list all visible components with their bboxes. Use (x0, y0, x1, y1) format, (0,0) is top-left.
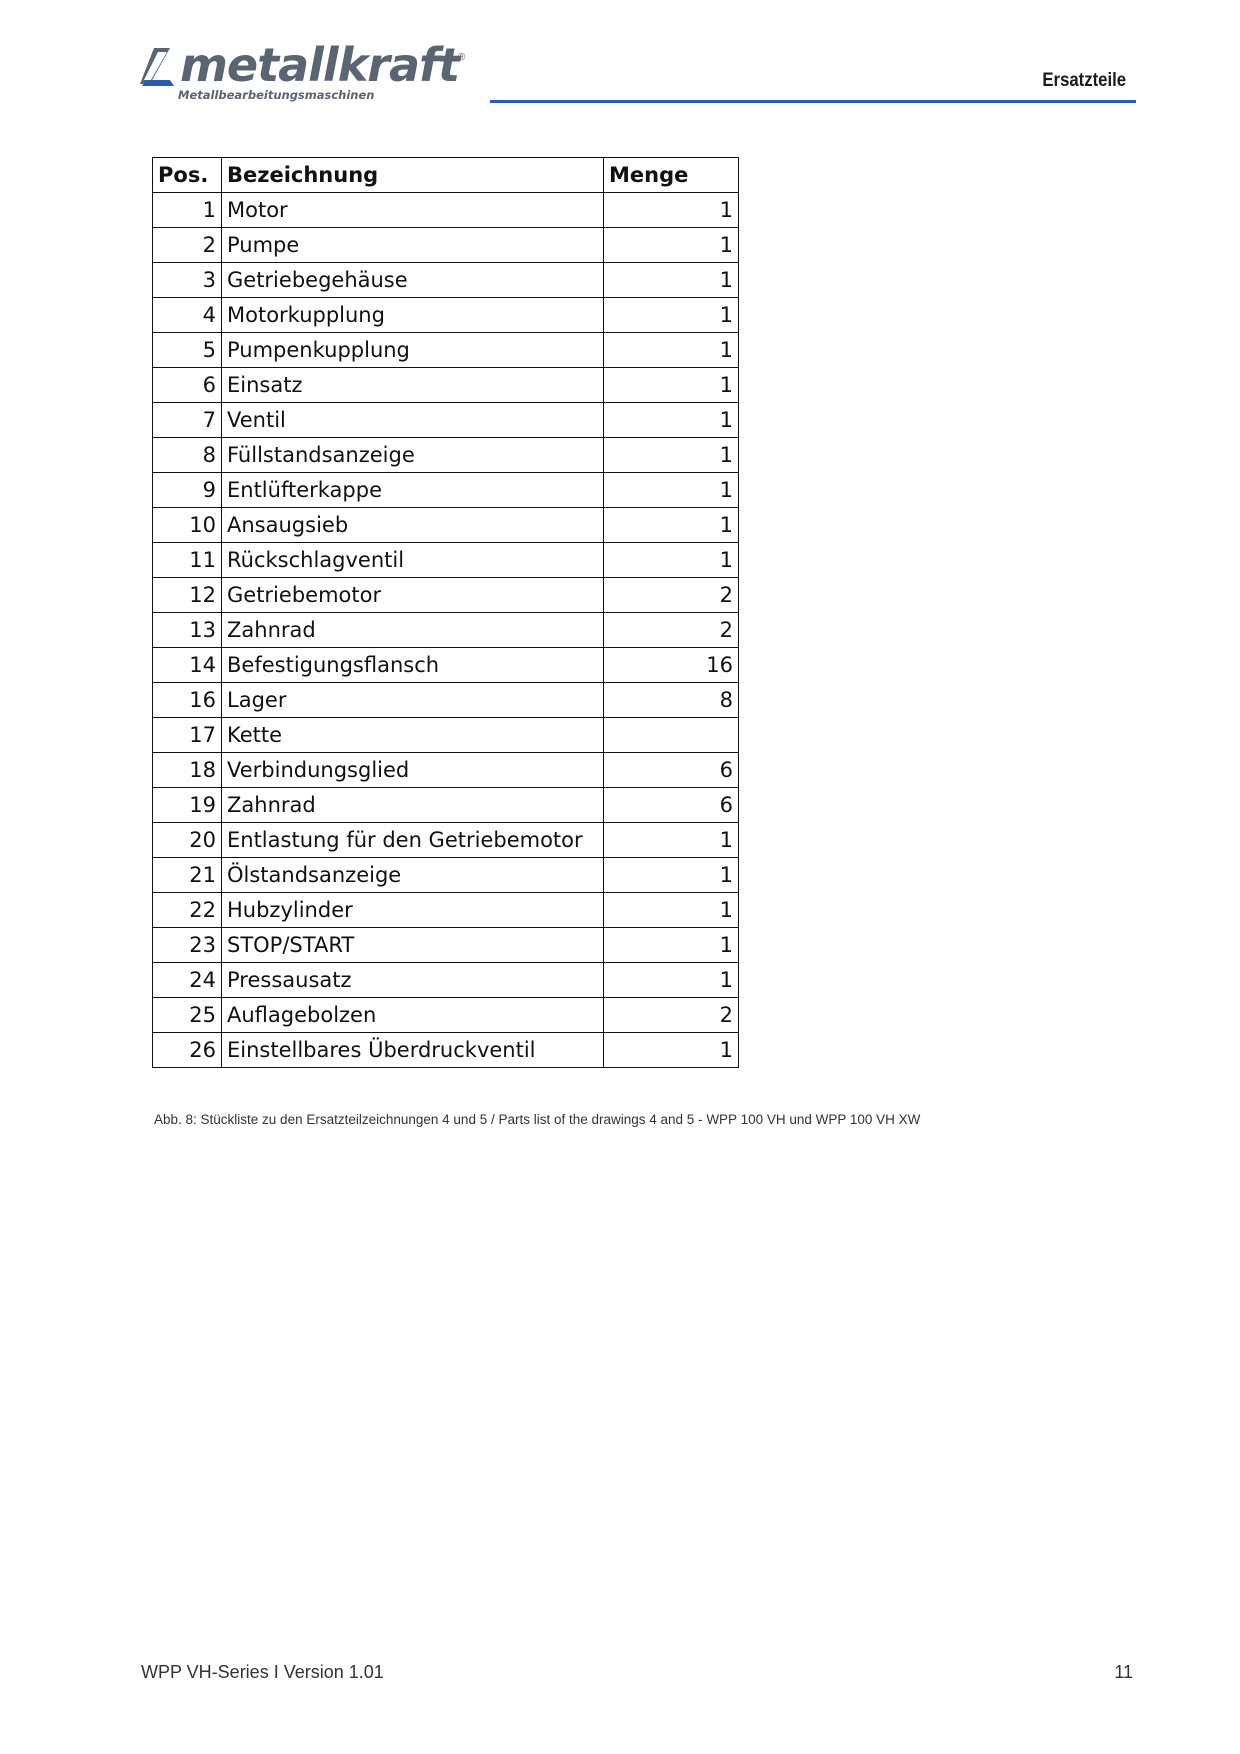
cell-qty: 1 (604, 543, 739, 578)
cell-pos: 6 (153, 368, 222, 403)
table-row (153, 543, 739, 578)
table-row (153, 683, 739, 718)
page-header (0, 0, 1240, 110)
table-row (153, 963, 739, 998)
table-row (153, 228, 739, 263)
table-row (153, 823, 739, 858)
cell-pos: 11 (153, 543, 222, 578)
cell-pos: 9 (153, 473, 222, 508)
table-row (153, 508, 739, 543)
cell-pos: 4 (153, 298, 222, 333)
cell-pos: 16 (153, 683, 222, 718)
table-row (153, 613, 739, 648)
cell-pos: 25 (153, 998, 222, 1033)
cell-name: Entlastung für den Getriebemotor (222, 823, 604, 858)
cell-pos: 3 (153, 263, 222, 298)
cell-pos: 8 (153, 438, 222, 473)
cell-name: Rückschlagventil (222, 543, 604, 578)
metallkraft-logo (140, 38, 470, 104)
column-header-pos: Pos. (153, 158, 222, 193)
cell-pos: 17 (153, 718, 222, 753)
cell-name: Getriebemotor (222, 578, 604, 613)
table-row (153, 1033, 739, 1068)
cell-name: Lager (222, 683, 604, 718)
cell-qty: 1 (604, 858, 739, 893)
cell-qty: 1 (604, 298, 739, 333)
cell-qty: 1 (604, 438, 739, 473)
cell-pos: 13 (153, 613, 222, 648)
logo-registered-mark: ® (458, 52, 466, 63)
cell-qty: 2 (604, 613, 739, 648)
figure-caption: Abb. 8: Stückliste zu den Ersatzteilzeichnungen 4 und 5 / Parts list of the drawings 4 and 5 - WPP 100 VH und WPP 100 VH XW (154, 1112, 921, 1127)
cell-name: Einsatz (222, 368, 604, 403)
cell-pos: 19 (153, 788, 222, 823)
footer-page-number: 11 (1114, 1662, 1133, 1682)
table-row (153, 473, 739, 508)
cell-qty: 8 (604, 683, 739, 718)
cell-name: Entlüfterkappe (222, 473, 604, 508)
cell-pos: 2 (153, 228, 222, 263)
cell-pos: 26 (153, 1033, 222, 1068)
table-row (153, 438, 739, 473)
header-divider (490, 100, 1136, 103)
cell-qty: 1 (604, 228, 739, 263)
cell-name: Zahnrad (222, 788, 604, 823)
logo-subtitle: Metallbearbeitungsmaschinen (178, 88, 375, 102)
cell-name: Pressausatz (222, 963, 604, 998)
cell-pos: 10 (153, 508, 222, 543)
cell-qty: 1 (604, 403, 739, 438)
cell-qty: 1 (604, 508, 739, 543)
cell-name: Motor (222, 193, 604, 228)
section-title: Ersatzteile (1042, 70, 1126, 91)
cell-name: Füllstandsanzeige (222, 438, 604, 473)
table-row (153, 788, 739, 823)
cell-qty: 1 (604, 333, 739, 368)
cell-qty: 6 (604, 788, 739, 823)
cell-pos: 20 (153, 823, 222, 858)
cell-qty: 1 (604, 928, 739, 963)
table-row (153, 333, 739, 368)
cell-pos: 12 (153, 578, 222, 613)
cell-qty: 1 (604, 1033, 739, 1068)
cell-pos: 23 (153, 928, 222, 963)
cell-name: Hubzylinder (222, 893, 604, 928)
table-row (153, 578, 739, 613)
cell-qty: 6 (604, 753, 739, 788)
cell-name: Getriebegehäuse (222, 263, 604, 298)
table-row (153, 298, 739, 333)
cell-pos: 22 (153, 893, 222, 928)
parts-table-body (153, 193, 739, 1068)
table-row (153, 858, 739, 893)
cell-qty: 1 (604, 368, 739, 403)
footer-document-info: WPP VH-Series I Version 1.01 (141, 1662, 384, 1682)
cell-qty: 1 (604, 893, 739, 928)
parts-table (152, 157, 739, 1068)
cell-qty: 2 (604, 998, 739, 1033)
table-row (153, 928, 739, 963)
cell-pos: 7 (153, 403, 222, 438)
cell-qty: 1 (604, 963, 739, 998)
table-row (153, 263, 739, 298)
cell-name: Kette (222, 718, 604, 753)
cell-name: Ölstandsanzeige (222, 858, 604, 893)
table-row (153, 998, 739, 1033)
cell-qty (604, 718, 739, 753)
cell-name: Befestigungsflansch (222, 648, 604, 683)
logo-mark-icon (140, 46, 184, 90)
cell-name: Einstellbares Überdruckventil (222, 1033, 604, 1068)
logo-wordmark: metallkraft (180, 38, 460, 92)
cell-name: Pumpe (222, 228, 604, 263)
table-row (153, 893, 739, 928)
table-row (153, 368, 739, 403)
cell-name: Verbindungsglied (222, 753, 604, 788)
cell-qty: 1 (604, 823, 739, 858)
cell-qty: 2 (604, 578, 739, 613)
cell-pos: 14 (153, 648, 222, 683)
table-row (153, 403, 739, 438)
cell-name: Zahnrad (222, 613, 604, 648)
column-header-qty: Menge (604, 158, 739, 193)
cell-name: Ansaugsieb (222, 508, 604, 543)
cell-name: Motorkupplung (222, 298, 604, 333)
column-header-name: Bezeichnung (222, 158, 604, 193)
cell-pos: 5 (153, 333, 222, 368)
cell-pos: 1 (153, 193, 222, 228)
table-row (153, 753, 739, 788)
cell-pos: 24 (153, 963, 222, 998)
table-row (153, 648, 739, 683)
cell-name: Ventil (222, 403, 604, 438)
cell-qty: 1 (604, 263, 739, 298)
table-header-row (153, 158, 739, 193)
cell-pos: 21 (153, 858, 222, 893)
table-row (153, 193, 739, 228)
cell-qty: 16 (604, 648, 739, 683)
cell-qty: 1 (604, 193, 739, 228)
cell-qty: 1 (604, 473, 739, 508)
cell-name: Pumpenkupplung (222, 333, 604, 368)
cell-name: Auflagebolzen (222, 998, 604, 1033)
cell-name: STOP/START (222, 928, 604, 963)
table-row (153, 718, 739, 753)
cell-pos: 18 (153, 753, 222, 788)
